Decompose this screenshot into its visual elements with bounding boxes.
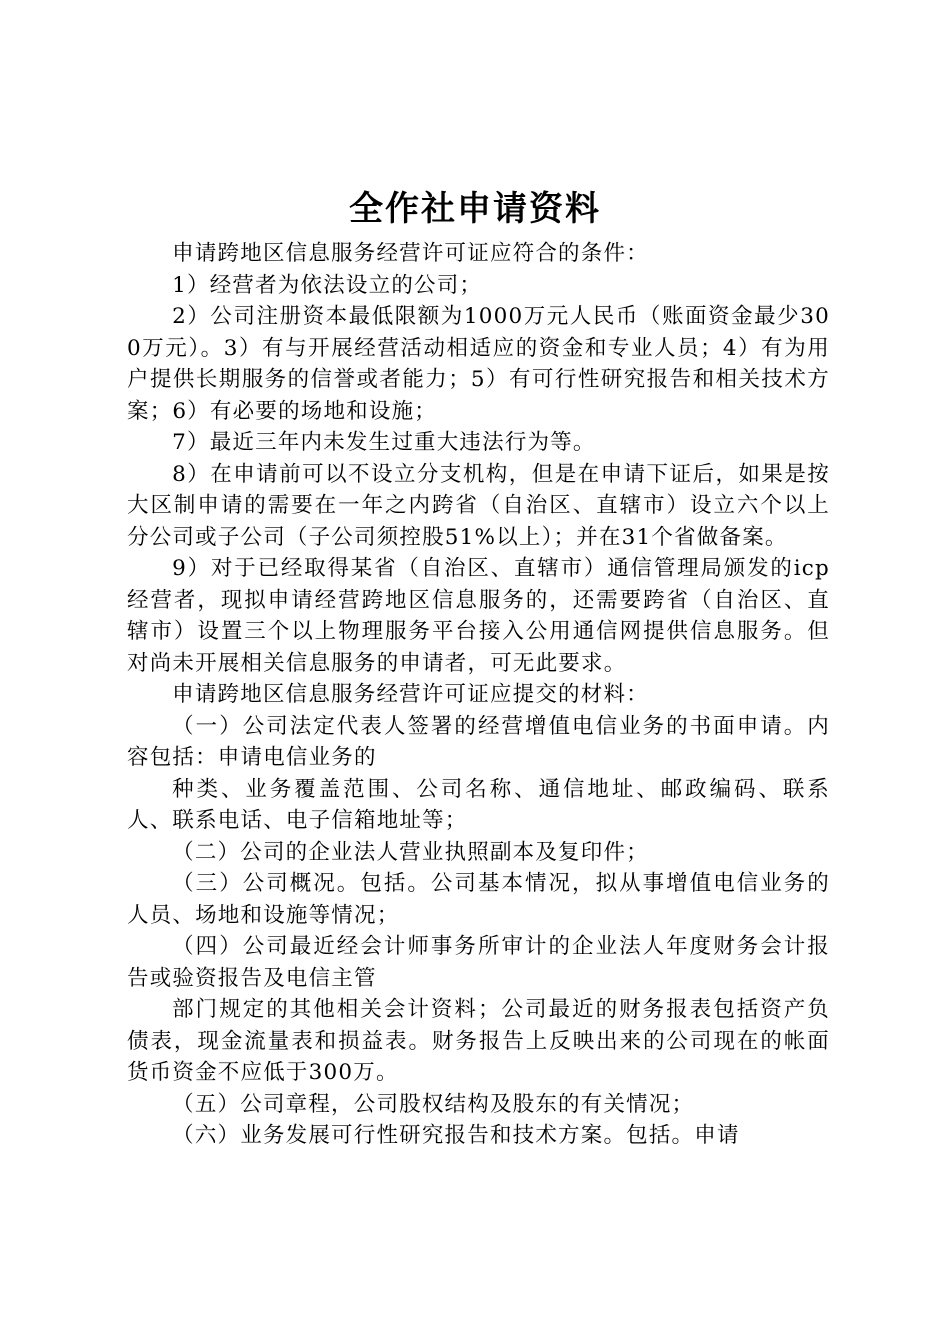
- paragraph: （六）业务发展可行性研究报告和技术方案。包括。申请: [172, 1123, 740, 1148]
- paragraph: （三）公司概况。包括。公司基本情况，拟从事增值电信业务的人员、场地和设施等情况；: [127, 871, 830, 928]
- paragraph: 7）最近三年内未发生过重大违法行为等。: [172, 430, 596, 455]
- paragraph: 申请跨地区信息服务经营许可证应符合的条件：: [172, 241, 649, 266]
- paragraph: 2）公司注册资本最低限额为1000万元人民币（账面资金最少300万元）。3）有与开展经营活动相适应的资金和专业人员；4）有为用户提供长期服务的信誉或者能力；5）有可行性研究报告和相关技术方案；6）有必要的场地和设施；: [127, 304, 830, 424]
- paragraph: （四）公司最近经会计师事务所审计的企业法人年度财务会计报告或验资报告及电信主管: [127, 934, 830, 991]
- document-title: 全作社申请资料: [349, 189, 601, 229]
- paragraph: （二）公司的企业法人营业执照副本及复印件；: [172, 839, 649, 865]
- paragraph: 部门规定的其他相关会计资料；公司最近的财务报表包括资产负债表，现金流量表和损益表。财务报告上反映出来的公司现在的帐面货币资金不应低于300万。: [127, 997, 830, 1085]
- paragraph: 9）对于已经取得某省（自治区、直辖市）通信管理局颁发的icp经营者，现拟申请经营跨地区信息服务的，还需要跨省（自治区、直辖市）设置三个以上物理服务平台接入公用通信网提供信息服务。但对尚未开展相关信息服务的申请者，可无此要求。: [127, 556, 830, 676]
- paragraph: 8）在申请前可以不设立分支机构，但是在申请下证后，如果是按大区制申请的需要在一年之内跨省（自治区、直辖市）设立六个以上分公司或子公司（子公司须控股51%以上）；并在31个省做备案。: [127, 461, 830, 550]
- paragraph: 1）经营者为依法设立的公司；: [172, 272, 483, 298]
- paragraph: （一）公司法定代表人签署的经营增值电信业务的书面申请。内容包括：申请电信业务的: [127, 713, 830, 770]
- paragraph: （五）公司章程，公司股权结构及股东的有关情况；: [172, 1091, 695, 1117]
- document-body: [127, 238, 830, 1152]
- paragraph: 种类、业务覆盖范围、公司名称、通信地址、邮政编码、联系人、联系电话、电子信箱地址等；: [127, 776, 830, 833]
- paragraph: 申请跨地区信息服务经营许可证应提交的材料：: [172, 682, 649, 707]
